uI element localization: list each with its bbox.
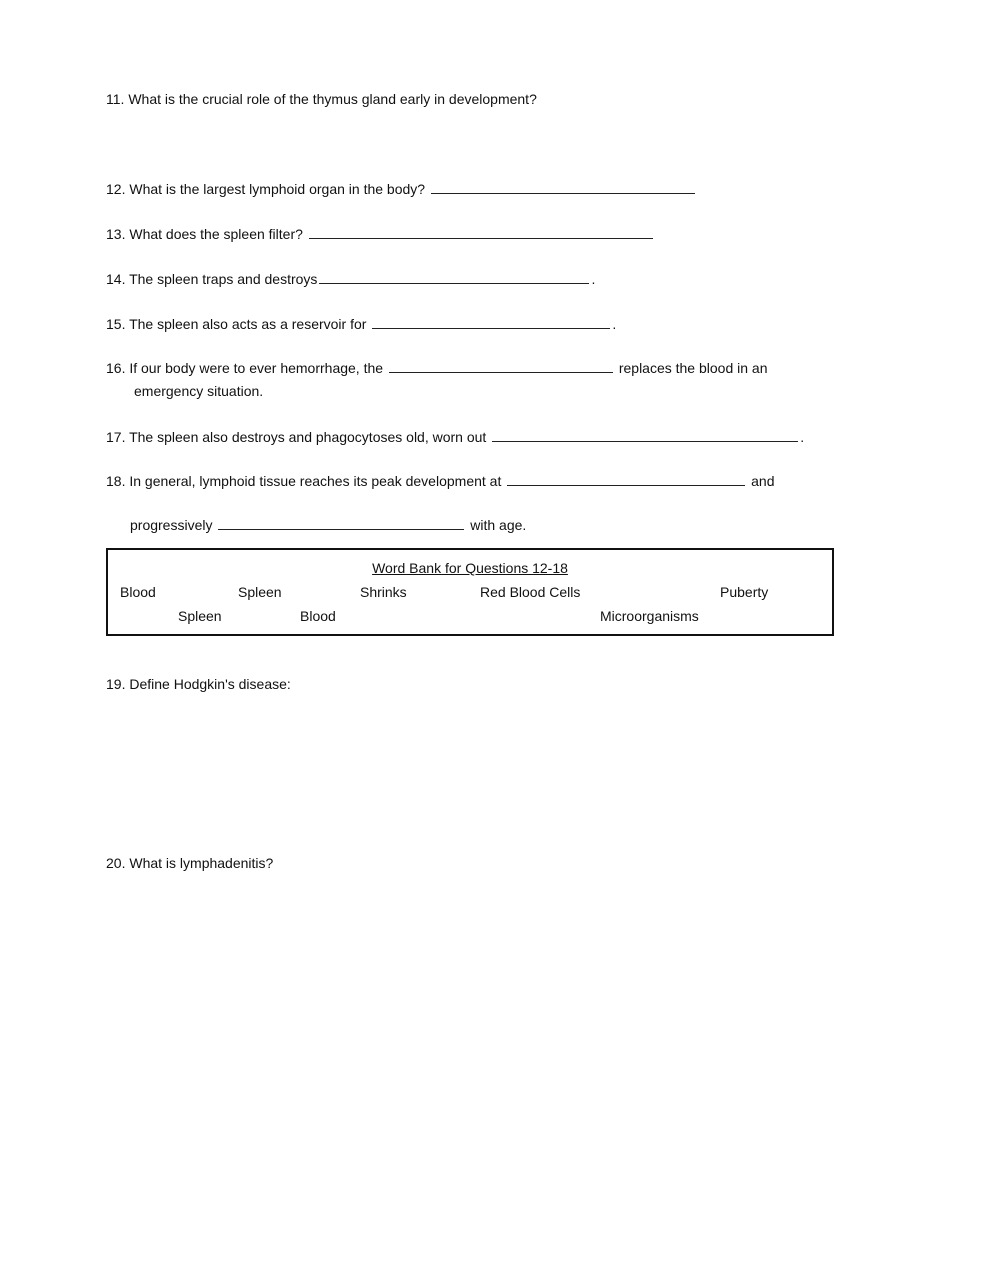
answer-blank-17[interactable] xyxy=(492,428,798,442)
question-18-progressively: progressively xyxy=(130,517,213,533)
word-bank-word: Spleen xyxy=(238,584,282,600)
question-17-text: 17. The spleen also destroys and phagocytoses old, worn out xyxy=(106,429,487,445)
answer-blank-13[interactable] xyxy=(309,225,653,239)
question-15-text: 15. The spleen also acts as a reservoir for xyxy=(106,316,367,332)
question-16-continuation xyxy=(134,382,263,400)
answer-blank-14[interactable] xyxy=(319,270,589,284)
question-18-and: and xyxy=(751,473,775,489)
question-14 xyxy=(106,270,595,288)
question-13 xyxy=(106,225,655,243)
question-16-text-end: emergency situation. xyxy=(134,383,264,399)
answer-blank-18b[interactable] xyxy=(218,516,464,530)
question-11 xyxy=(106,90,537,108)
word-bank-word: Puberty xyxy=(720,584,769,600)
question-15 xyxy=(106,315,616,333)
question-19 xyxy=(106,675,291,693)
question-15-period: . xyxy=(612,316,617,332)
word-bank-word: Red Blood Cells xyxy=(480,584,581,600)
question-18 xyxy=(106,472,774,490)
question-12-text: 12. What is the largest lymphoid organ in the body? xyxy=(106,181,426,197)
question-18-continuation xyxy=(130,516,526,534)
question-17 xyxy=(106,428,804,446)
word-bank-word: Spleen xyxy=(178,608,222,624)
word-bank-word: Blood xyxy=(120,584,156,600)
question-16-text: 16. If our body were to ever hemorrhage, the xyxy=(106,360,384,376)
word-bank-word: Shrinks xyxy=(360,584,407,600)
word-bank-title: Word Bank for Questions 12-18 xyxy=(372,560,568,576)
question-14-text: 14. The spleen traps and destroys xyxy=(106,271,318,287)
answer-blank-16[interactable] xyxy=(389,359,613,373)
question-20 xyxy=(106,854,273,872)
question-16 xyxy=(106,359,768,377)
question-20-text: 20. What is lymphadenitis? xyxy=(106,855,274,871)
question-12 xyxy=(106,180,697,198)
word-bank-word: Blood xyxy=(300,608,336,624)
question-18-text: 18. In general, lymphoid tissue reaches its peak development at xyxy=(106,473,502,489)
question-16-text-cont: replaces the blood in an xyxy=(618,360,768,376)
answer-blank-15[interactable] xyxy=(372,315,610,329)
question-14-period: . xyxy=(591,271,596,287)
answer-blank-18a[interactable] xyxy=(507,472,745,486)
question-11-text: 11. What is the crucial role of the thymus gland early in development? xyxy=(106,91,537,107)
word-bank-box xyxy=(106,548,834,636)
word-bank-word: Microorganisms xyxy=(600,608,699,624)
question-13-text: 13. What does the spleen filter? xyxy=(106,226,303,242)
question-19-text: 19. Define Hodgkin's disease: xyxy=(106,676,291,692)
question-17-period: . xyxy=(800,429,805,445)
question-18-with-age: with age. xyxy=(470,517,527,533)
answer-blank-12[interactable] xyxy=(431,180,695,194)
